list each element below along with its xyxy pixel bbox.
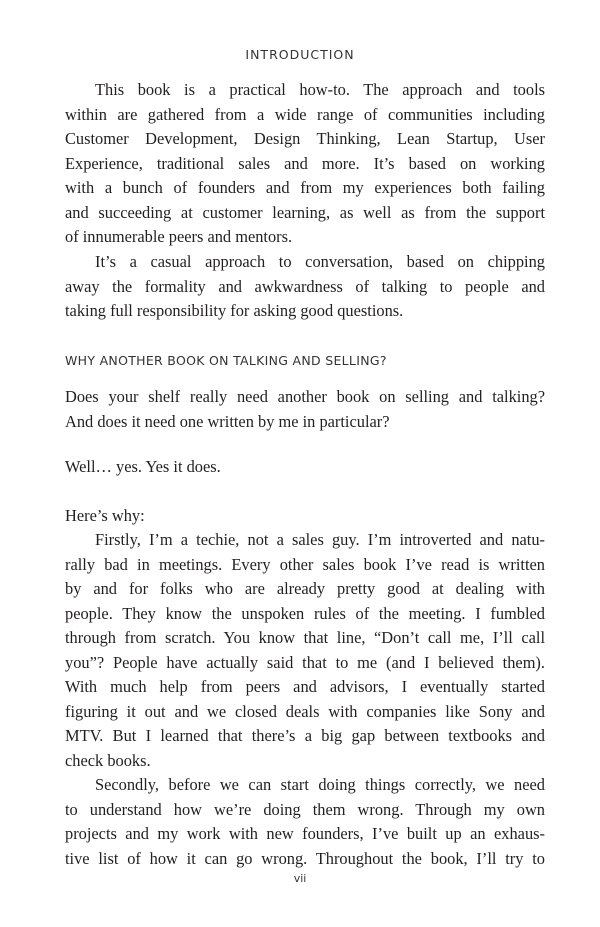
section-heading: WHY ANOTHER BOOK ON TALKING AND SELLING? — [65, 353, 387, 368]
text-line: MTV. But I learned that there’s a big gap between textbooks and — [65, 726, 545, 745]
paragraph — [65, 528, 545, 773]
paragraph — [65, 78, 545, 250]
text-line: to understand how we’re doing them wrong. Through my own — [65, 799, 545, 819]
paragraph — [65, 773, 545, 871]
text-line: taking full responsibility for asking good questions. — [65, 301, 404, 320]
text-line: check books. — [65, 750, 151, 770]
paragraph — [65, 455, 545, 480]
text-line: through from scratch. You know that line, “Don’t call me, I’ll call — [65, 628, 545, 647]
text-line: And does it need one written by me in particular? — [65, 411, 390, 431]
text-line: of innumerable peers and mentors. — [65, 227, 293, 246]
text-line: Experience, traditional sales and more. It’s based on working — [65, 153, 545, 173]
text-line: you”? People have actually said that to me (and I believed them). — [65, 652, 545, 672]
text-line: Customer Development, Design Thinking, Lean Startup, User — [65, 129, 545, 148]
text-line: This book is a practical how-to. The approach and tools — [95, 80, 545, 99]
text-line: and succeeding at customer learning, as well as from the support — [65, 202, 545, 222]
text-line: tive list of how it can go wrong. Throughout the book, I’ll try to — [65, 848, 545, 868]
text-line: Secondly, before we can start doing things correctly, we need — [95, 775, 545, 794]
text-line: figuring it out and we closed deals with companies like Sony and — [65, 701, 545, 721]
text-line: Here’s why: — [65, 506, 145, 525]
text-line: with a bunch of founders and from my experiences both failing — [65, 178, 545, 197]
text-line: within are gathered from a wide range of communities including — [65, 104, 545, 124]
text-line: by and for folks who are already pretty good at dealing with — [65, 579, 545, 598]
text-line: people. They know the unspoken rules of the meeting. I fumbled — [65, 603, 545, 623]
page-number: vii — [293, 872, 307, 885]
text-line: It’s a casual approach to conversation, based on chipping — [95, 252, 545, 271]
text-line: away the formality and awkwardness of talking to people and — [65, 276, 545, 296]
text-line: Firstly, I’m a techie, not a sales guy. I’m introverted and natu- — [95, 530, 545, 549]
paragraph — [65, 385, 545, 434]
text-line: projects and my work with new founders, I’ve built up an exhaus- — [65, 824, 545, 843]
paragraph — [65, 504, 545, 529]
text-line: Does your shelf really need another book on selling and talking? — [65, 387, 545, 406]
running-head: INTRODUCTION — [245, 47, 355, 62]
text-line: Well… yes. Yes it does. — [65, 457, 221, 476]
text-line: rally bad in meetings. Every other sales book I’ve read is written — [65, 554, 545, 574]
paragraph — [65, 250, 545, 324]
text-line: With much help from peers and advisors, I eventually started — [65, 677, 545, 696]
